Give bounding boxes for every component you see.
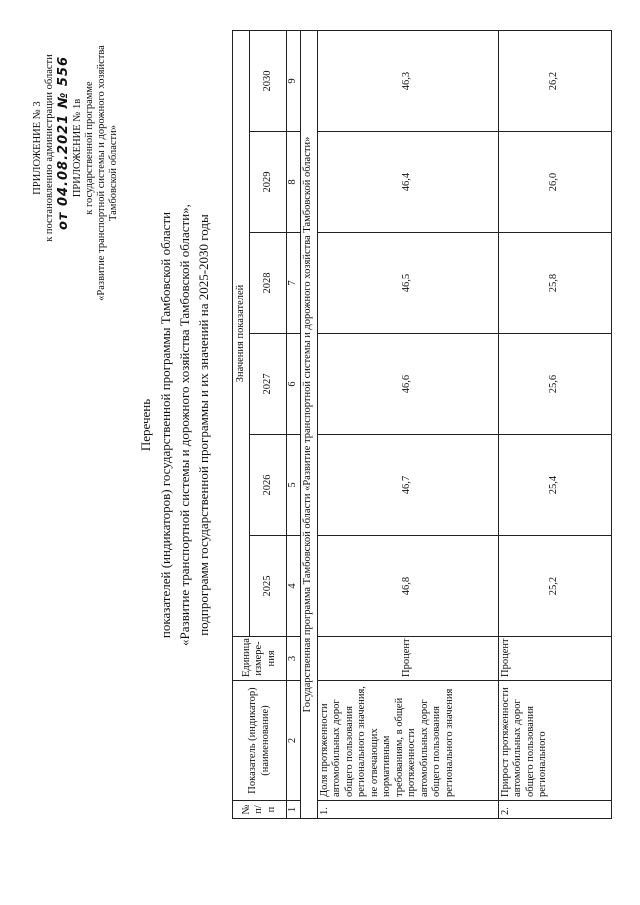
header-year: 2026 bbox=[250, 435, 287, 536]
header-year: 2028 bbox=[250, 233, 287, 334]
row-value: 25,4 bbox=[498, 435, 611, 536]
col-number: 6 bbox=[287, 334, 301, 435]
col-number: 1 bbox=[287, 801, 301, 819]
header-year: 2029 bbox=[250, 132, 287, 233]
row-value: 26,0 bbox=[498, 132, 611, 233]
row-unit: Процент bbox=[498, 637, 611, 681]
document-title: Перечень bbox=[138, 398, 153, 452]
to-program-label: к государственной программе bbox=[84, 81, 95, 215]
row-value: 25,6 bbox=[498, 334, 611, 435]
row-value: 26,2 bbox=[498, 31, 611, 132]
col-number: 3 bbox=[287, 637, 301, 681]
col-number: 8 bbox=[287, 132, 301, 233]
appendix-label: ПРИЛОЖЕНИЕ № 3 bbox=[32, 101, 43, 195]
row-indicator: Прирост протяженности автомобильных дорог общего пользования регионального bbox=[498, 681, 611, 801]
row-value: 25,2 bbox=[498, 536, 611, 637]
title-line2: показателей (индикаторов) государственной программы Тамбовской области bbox=[158, 211, 173, 639]
col-number: 7 bbox=[287, 233, 301, 334]
indicators-table bbox=[232, 30, 612, 819]
handwritten-date: от 04.08.2021 № 556 bbox=[56, 55, 71, 231]
row-value: 46,8 bbox=[317, 536, 498, 637]
table-row bbox=[317, 31, 498, 819]
header-year: 2027 bbox=[250, 334, 287, 435]
row-value: 46,7 bbox=[317, 435, 498, 536]
row-num: 1. bbox=[317, 801, 498, 819]
row-num: 2. bbox=[498, 801, 611, 819]
header-values: Значения показателей bbox=[233, 31, 250, 637]
header-year: 2025 bbox=[250, 536, 287, 637]
program-row bbox=[300, 31, 317, 819]
row-value: 25,8 bbox=[498, 233, 611, 334]
col-number: 5 bbox=[287, 435, 301, 536]
col-number: 4 bbox=[287, 536, 301, 637]
row-unit: Процент bbox=[317, 637, 498, 681]
header-year: 2030 bbox=[250, 31, 287, 132]
resolution-label: к постановлению администрации области bbox=[44, 54, 55, 242]
header-unit: Единица измере-ния bbox=[233, 637, 287, 681]
row-value: 46,5 bbox=[317, 233, 498, 334]
program-name-line2: Тамбовской области» bbox=[108, 124, 119, 222]
header-indicator: Показатель (индикатор) (наименование) bbox=[233, 681, 287, 801]
row-value: 46,4 bbox=[317, 132, 498, 233]
appendix-sub-label: ПРИЛОЖЕНИЕ № 1в bbox=[72, 98, 83, 198]
row-indicator: Доля протяженности автомобильных дорог общего пользования регионального значения, не отвечающих нормативным требованиям, в общей протяженности автомобильных дорог общего пользования регионального значения bbox=[317, 681, 498, 801]
title-line3: «Развитие транспортной системы и дорожного хозяйства Тамбовской области», bbox=[177, 204, 192, 646]
col-number: 9 bbox=[287, 31, 301, 132]
program-name-line1: «Развитие транспортной системы и дорожного хозяйства bbox=[96, 45, 107, 301]
column-number-row bbox=[287, 31, 301, 819]
title-line4: подпрограмм государственной программы и их значений на 2025-2030 годы bbox=[196, 214, 211, 636]
row-value: 46,3 bbox=[317, 31, 498, 132]
table-row bbox=[498, 31, 611, 819]
header-num: № п/п bbox=[233, 801, 287, 819]
col-number: 2 bbox=[287, 681, 301, 801]
row-value: 46,6 bbox=[317, 334, 498, 435]
program-row-label: Государственная программа Тамбовской области «Развитие транспортной системы и дорожного хозяйства Тамбовской области» bbox=[300, 31, 317, 819]
